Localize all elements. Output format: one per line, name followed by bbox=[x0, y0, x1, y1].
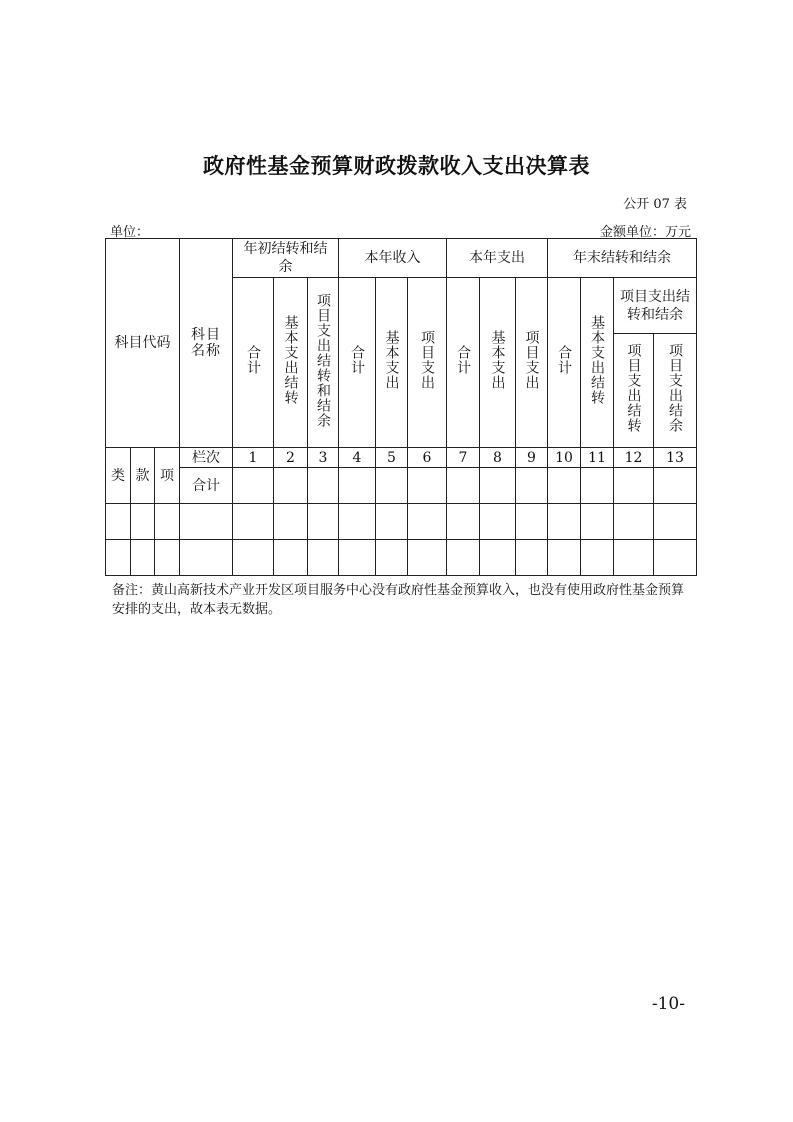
table-cell bbox=[106, 540, 131, 576]
table-cell bbox=[308, 504, 339, 540]
table-cell bbox=[308, 468, 339, 504]
subject-code-header: 科目代码 bbox=[106, 239, 180, 448]
table-cell bbox=[106, 504, 131, 540]
column-number: 9 bbox=[516, 448, 548, 468]
table-cell bbox=[180, 540, 233, 576]
table-cell bbox=[447, 540, 480, 576]
table-cell bbox=[480, 540, 516, 576]
table-cell bbox=[233, 504, 274, 540]
section-header: 款 bbox=[131, 448, 155, 504]
group-end-header: 年末结转和结余 bbox=[548, 239, 697, 278]
table-cell bbox=[548, 468, 581, 504]
table-cell bbox=[447, 504, 480, 540]
income-total-header: 合计 bbox=[339, 278, 376, 448]
item-header: 项 bbox=[155, 448, 180, 504]
table-cell bbox=[308, 540, 339, 576]
table-cell bbox=[339, 468, 376, 504]
table-row bbox=[106, 540, 697, 576]
column-number: 10 bbox=[548, 448, 581, 468]
end-project-carry-header: 项目支出结转 bbox=[614, 334, 654, 448]
table-cell bbox=[131, 504, 155, 540]
page-title: 政府性基金预算财政拨款收入支出决算表 bbox=[203, 154, 590, 178]
table-cell bbox=[408, 468, 447, 504]
column-number: 8 bbox=[480, 448, 516, 468]
table-cell bbox=[516, 540, 548, 576]
table-cell bbox=[155, 504, 180, 540]
table-cell bbox=[376, 540, 408, 576]
table-cell bbox=[339, 540, 376, 576]
table-cell bbox=[408, 540, 447, 576]
end-basic-header: 基本支出结转 bbox=[581, 278, 614, 448]
column-number: 7 bbox=[447, 448, 480, 468]
column-number: 1 bbox=[233, 448, 274, 468]
table-cell bbox=[548, 504, 581, 540]
table-cell bbox=[516, 504, 548, 540]
table-cell bbox=[654, 540, 697, 576]
income-project-header: 项目支出 bbox=[408, 278, 447, 448]
column-number: 2 bbox=[274, 448, 308, 468]
subject-name-header: 科目名称 bbox=[180, 239, 233, 448]
table-cell bbox=[180, 504, 233, 540]
table-cell bbox=[408, 504, 447, 540]
table-cell bbox=[516, 468, 548, 504]
table-cell bbox=[376, 504, 408, 540]
budget-table bbox=[105, 238, 697, 576]
column-number: 5 bbox=[376, 448, 408, 468]
table-cell bbox=[233, 468, 274, 504]
table-cell bbox=[480, 468, 516, 504]
column-number: 3 bbox=[308, 448, 339, 468]
column-number: 4 bbox=[339, 448, 376, 468]
table-cell bbox=[614, 468, 654, 504]
table-cell bbox=[581, 468, 614, 504]
table-cell bbox=[654, 468, 697, 504]
unit-label: 单位： bbox=[110, 225, 150, 240]
income-basic-header: 基本支出 bbox=[376, 278, 408, 448]
table-cell bbox=[376, 468, 408, 504]
total-row-label: 合计 bbox=[180, 468, 233, 504]
footnote: 备注：黄山高新技术产业开发区项目服务中心没有政府性基金预算收入，也没有使用政府性基金预算安排的支出，故本表无数据。 bbox=[112, 583, 685, 617]
category-header: 类 bbox=[106, 448, 131, 504]
table-cell bbox=[614, 540, 654, 576]
group-income-header: 本年收入 bbox=[339, 239, 447, 278]
column-number: 11 bbox=[581, 448, 614, 468]
table-cell bbox=[548, 540, 581, 576]
table-cell bbox=[274, 468, 308, 504]
form-number: 公开 07 表 bbox=[623, 197, 687, 212]
table-cell bbox=[131, 540, 155, 576]
end-project-surplus-header: 项目支出结余 bbox=[654, 334, 697, 448]
expense-total-header: 合计 bbox=[447, 278, 480, 448]
begin-project-header: 项目支出结转和结余 bbox=[308, 278, 339, 448]
table-cell bbox=[155, 540, 180, 576]
expense-basic-header: 基本支出 bbox=[480, 278, 516, 448]
end-project-header: 项目支出结转和结余 bbox=[614, 278, 697, 334]
table-cell bbox=[654, 504, 697, 540]
amount-unit-label: 金额单位：万元 bbox=[599, 225, 691, 240]
table-cell bbox=[614, 504, 654, 540]
row-number-label: 栏次 bbox=[180, 448, 233, 468]
page-number: -10- bbox=[651, 994, 685, 1014]
expense-project-header: 项目支出 bbox=[516, 278, 548, 448]
table-cell bbox=[447, 468, 480, 504]
table-row bbox=[106, 504, 697, 540]
begin-basic-header: 基本支出结转 bbox=[274, 278, 308, 448]
table-cell bbox=[233, 540, 274, 576]
column-number: 6 bbox=[408, 448, 447, 468]
table-cell bbox=[274, 540, 308, 576]
table-cell bbox=[339, 504, 376, 540]
begin-total-header: 合计 bbox=[233, 278, 274, 448]
column-number: 13 bbox=[654, 448, 697, 468]
column-number: 12 bbox=[614, 448, 654, 468]
end-total-header: 合计 bbox=[548, 278, 581, 448]
table-cell bbox=[581, 504, 614, 540]
table-cell bbox=[274, 504, 308, 540]
table-cell bbox=[480, 504, 516, 540]
group-expense-header: 本年支出 bbox=[447, 239, 548, 278]
group-begin-header: 年初结转和结余 bbox=[233, 239, 339, 278]
table-cell bbox=[581, 540, 614, 576]
